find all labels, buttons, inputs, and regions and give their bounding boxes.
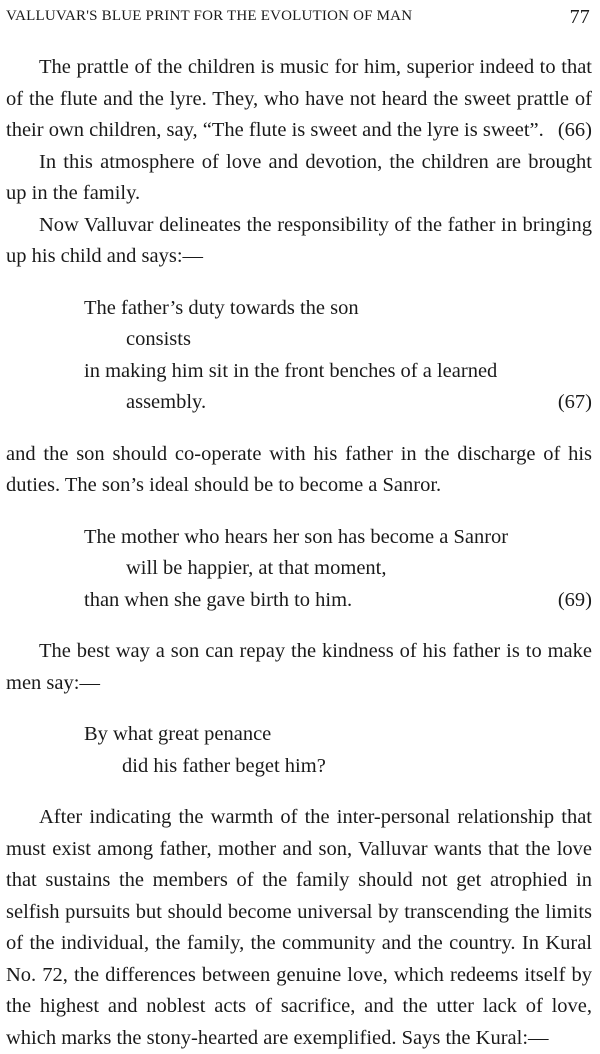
kural-ref-66: (66) [557, 119, 592, 141]
running-header [6, 4, 590, 34]
verse-penance-line-2: did his father beget him? [122, 754, 326, 777]
verse-69-line-3 [84, 585, 592, 617]
paragraph-prattle-text [6, 52, 592, 147]
verse-67 [6, 293, 592, 419]
paragraph-cooperate: and the son should co-operate with his father in the discharge of his duties. The son’s ideal should be to become a Sanror. [6, 442, 592, 496]
paragraph-repay: The best way a son can repay the kindness of his father is to make men say:— [6, 640, 592, 694]
paragraph-prattle-body: The prattle of the children is music for him, superior indeed to that of the flute and the lyre. They, who have not heard the sweet prattle of their own children, say, “The flute is sweet and the lyre is sweet”. [6, 56, 592, 141]
verse-67-line-4 [84, 387, 592, 419]
verse-67-line-2: consists [126, 328, 191, 350]
verse-67-line-3: in making him sit in the front benches of a learned [84, 359, 498, 382]
page-body [6, 52, 592, 1054]
verse-67-line-1: The father’s duty towards the son [84, 296, 359, 319]
paragraph-warmth: After indicating the warmth of the inter-personal relationship that must exist among father, mother and son, Valluvar wants that the love that sustains the members of the family should not get atrophied in selfish pursuits but should become universal by transcending the limits of the individual, the family, the community and the country. In Kural No. 72, the differences between genuine love, which redeems itself by the highest and noblest acts of sacrifice, and the utter lack of love, which marks the stony-hearted are exemplified. Says the Kural:— [6, 806, 592, 1049]
paragraph-atmosphere: In this atmosphere of love and devotion, the children are brought up in the family. [6, 150, 592, 204]
verse-penance [6, 719, 592, 782]
verse-69-line-2: will be happier, at that moment, [126, 557, 387, 579]
kural-ref-67: (67) [557, 391, 592, 413]
verse-penance-line-1: By what great penance [84, 723, 272, 745]
page-number: 77 [569, 6, 590, 28]
kural-ref-69: (69) [557, 588, 592, 611]
verse-69-line-3-text: than when she gave birth to him. [84, 588, 353, 611]
paragraph-responsibility: Now Valluvar delineates the responsibility of the father in bringing up his child and says:— [6, 213, 592, 267]
verse-69-line-1: The mother who hears her son has become a Sanror [84, 525, 509, 548]
verse-67-line-4-text: assembly. [126, 391, 207, 413]
running-title: VALLUVAR'S BLUE PRINT FOR THE EVOLUTION OF MAN [6, 8, 413, 24]
verse-69 [6, 522, 592, 617]
paragraph-prattle [6, 52, 592, 147]
